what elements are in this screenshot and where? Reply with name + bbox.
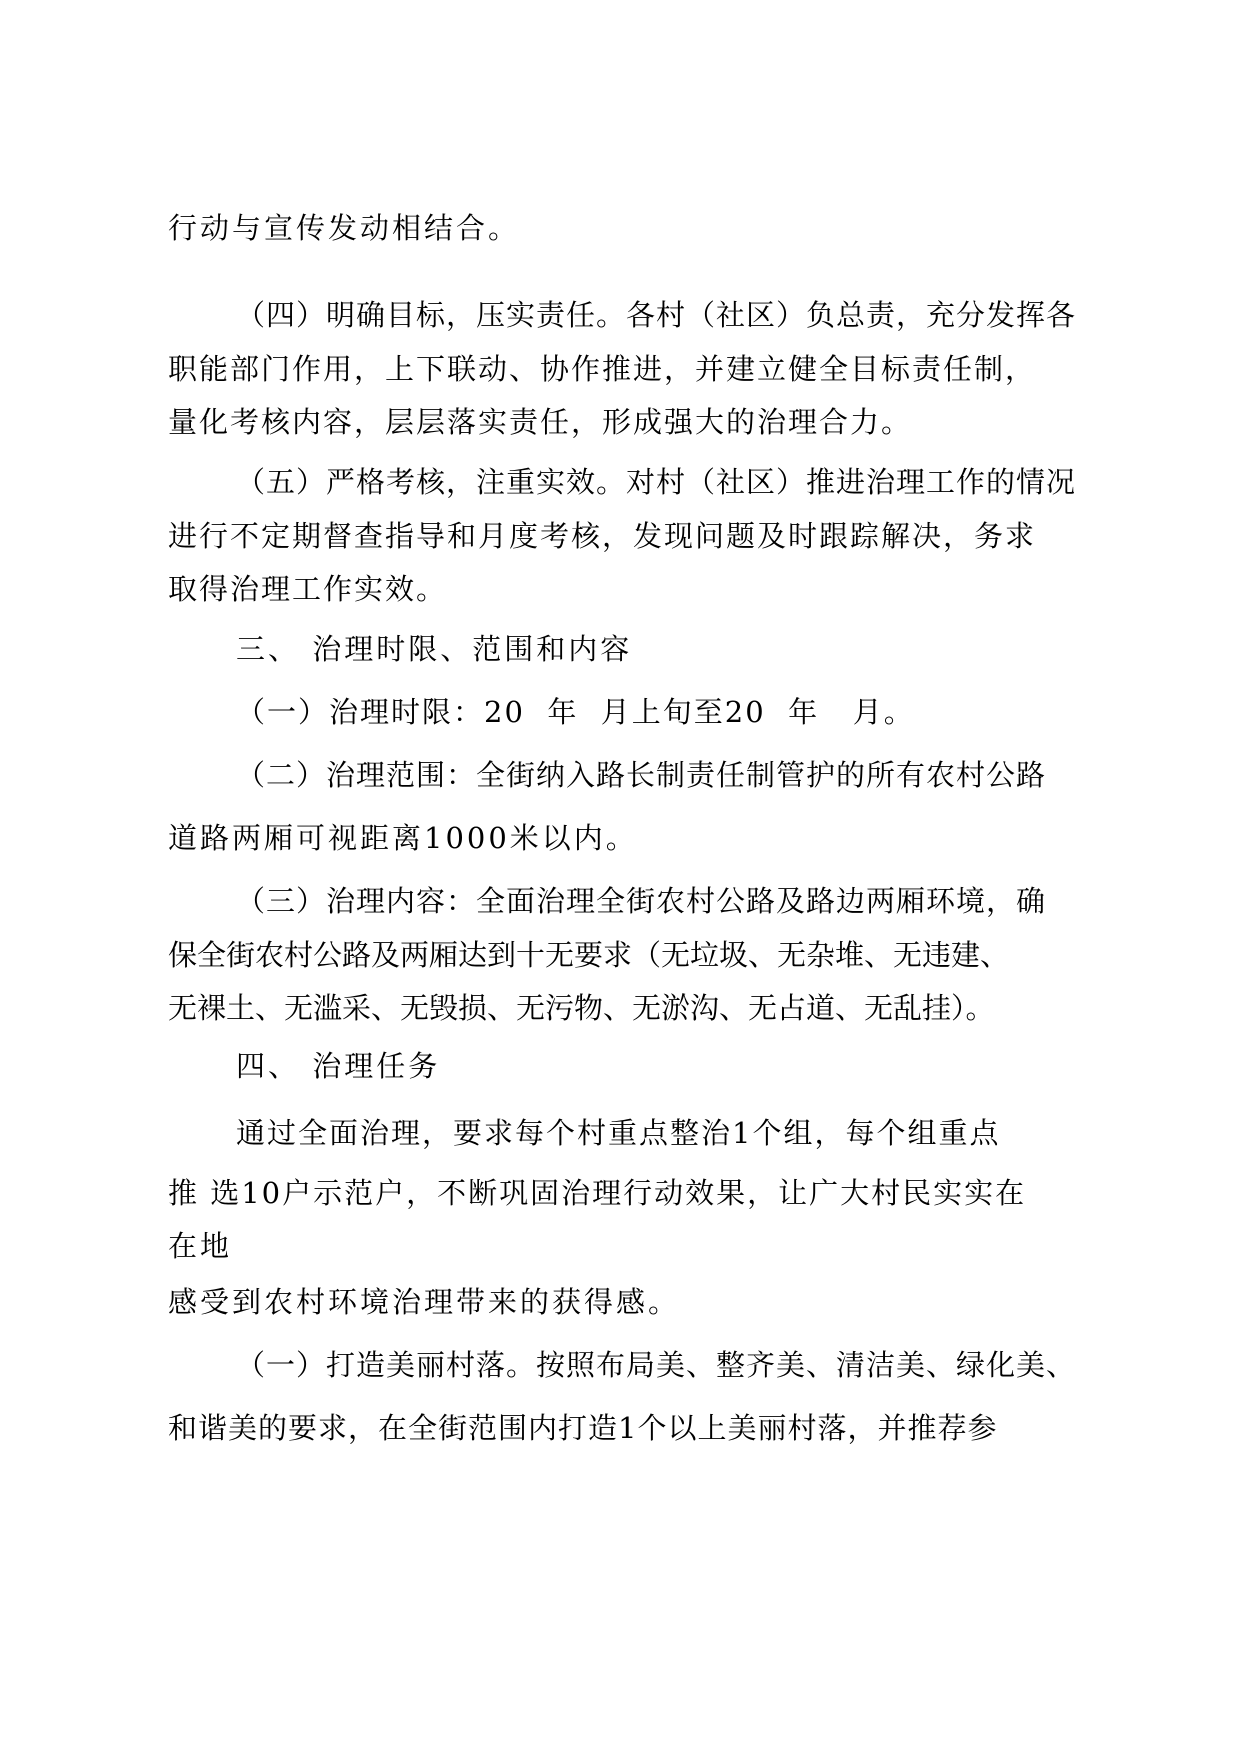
- section-heading: 四、 治理任务: [236, 1049, 441, 1083]
- text-line: 道路两厢可视距离1000米以内。: [168, 821, 638, 855]
- text-line: 进行不定期督查指导和月度考核，发现问题及时跟踪解决，务求: [168, 519, 1037, 553]
- text-line: 职能部门作用，上下联动、协作推进，并建立健全目标责任制，: [168, 352, 1037, 386]
- text-line: （一）治理时限：20 年 月上旬至20 年 月。: [236, 695, 915, 729]
- text-line: （二）治理范围：全街纳入路长制责任制管护的所有农村公路: [236, 758, 1047, 792]
- text-line: 推 选10户示范户，不断巩固治理行动效果，让广大村民实实在: [168, 1176, 1027, 1210]
- section-heading: 三、 治理时限、范围和内容: [236, 632, 633, 666]
- text-line: 行动与宣传发动相结合。: [168, 211, 521, 245]
- text-line: 感受到农村环境治理带来的获得感。: [168, 1285, 681, 1319]
- text-line: 通过全面治理，要求每个村重点整治1个组，每个组重点: [236, 1116, 1001, 1150]
- text-line: （一）打造美丽村落。按照布局美、整齐美、清洁美、绿化美、: [236, 1348, 1077, 1382]
- text-line: 取得治理工作实效。: [168, 572, 448, 606]
- text-line: （三）治理内容：全面治理全街农村公路及路边两厢环境，确: [236, 884, 1047, 918]
- text-line: 无裸土、无滥采、无毁损、无污物、无淤沟、无占道、无乱挂）。: [168, 991, 995, 1025]
- text-line: 在地: [168, 1229, 233, 1263]
- text-line: （五）严格考核，注重实效。对村（社区）推进治理工作的情况: [236, 465, 1077, 499]
- text-line: 和谐美的要求，在全街范围内打造1个以上美丽村落，并推荐参: [168, 1411, 998, 1445]
- text-line: 量化考核内容，层层落实责任，形成强大的治理合力。: [168, 405, 913, 439]
- text-line: （四）明确目标，压实责任。各村（社区）负总责，充分发挥各: [236, 298, 1077, 332]
- text-line: 保全街农村公路及两厢达到十无要求（无垃圾、无杂堆、无违建、: [168, 938, 1010, 972]
